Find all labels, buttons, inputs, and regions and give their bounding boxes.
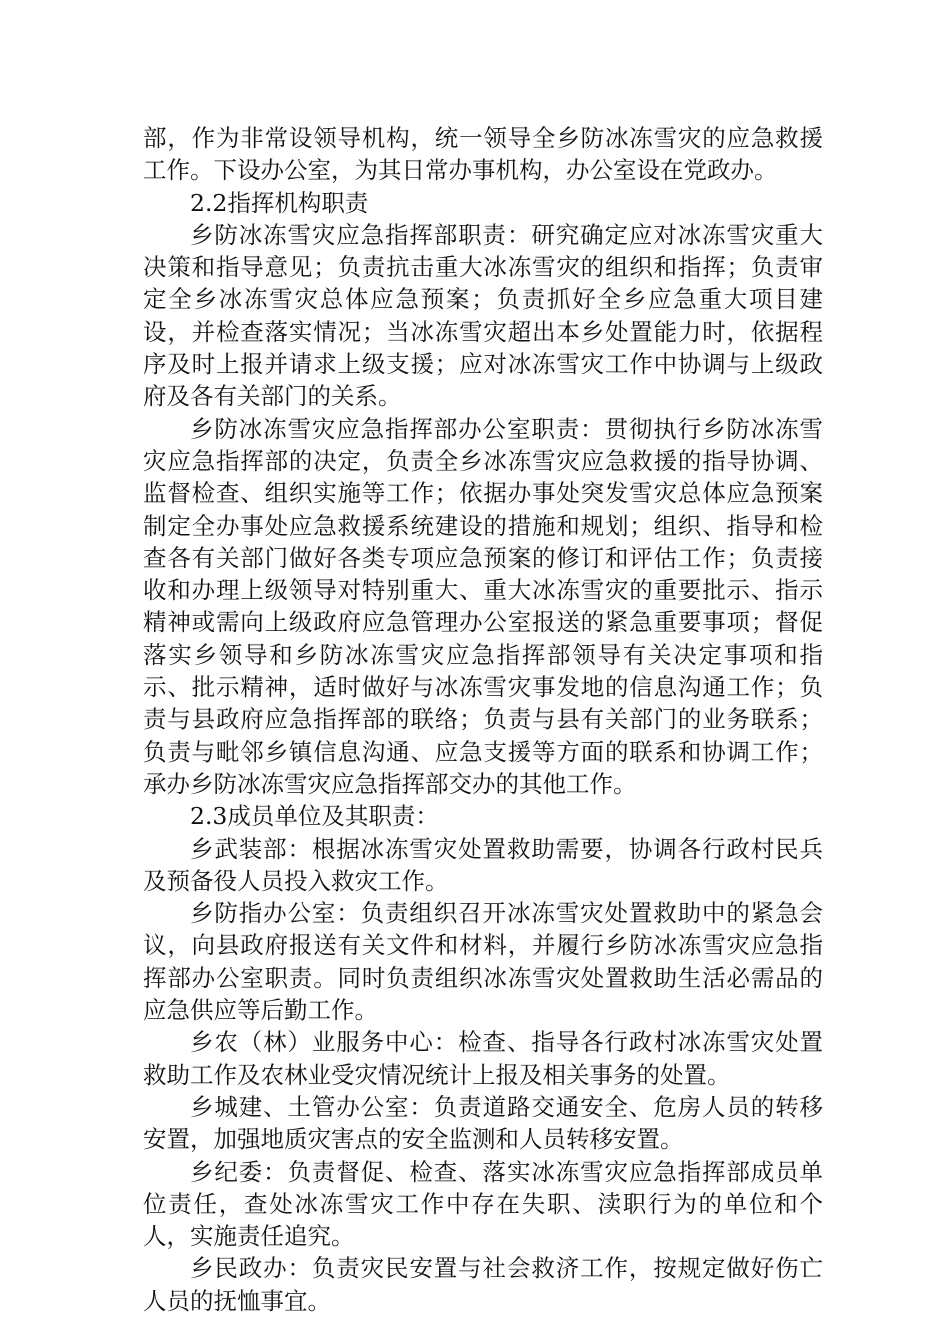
document-body (143, 122, 823, 1317)
paragraph-agriculture-center: 乡农（林）业服务中心：检查、指导各行政村冰冻雪灾处置救助工作及农林业受灾情况统计上报及相关事务的处置。 (143, 1028, 823, 1089)
paragraph-continuation: 部，作为非常设领导机构，统一领导全乡防冰冻雪灾的应急救援工作。下设办公室，为其日常办事机构，办公室设在党政办。 (143, 124, 823, 185)
paragraph-flood-office: 乡防指办公室：负责组织召开冰冻雪灾处置救助中的紧急会议，向县政府报送有关文件和材料，并履行乡防冰冻雪灾应急指挥部办公室职责。同时负责组织冰冻雪灾处置救助生活必需品的应急供应等后勤工作。 (143, 899, 823, 1025)
paragraph-construction-office: 乡城建、土管办公室：负责道路交通安全、危房人员的转移安置，加强地质灾害点的安全监测和人员转移安置。 (143, 1092, 823, 1154)
paragraph-discipline-committee: 乡纪委：负责督促、检查、落实冰冻雪灾应急指挥部成员单位责任，查处冰冻雪灾工作中存在失职、渎职行为的单位和个人，实施责任追究。 (143, 1157, 823, 1251)
section-heading-2-2: 2.2指挥机构职责 (190, 188, 369, 217)
paragraph-armed-forces: 乡武装部：根据冰冻雪灾处置救助需要，协调各行政村民兵及预备役人员投入救灾工作。 (143, 834, 823, 895)
paragraph-civil-affairs: 乡民政办：负责灾民安置与社会救济工作，按规定做好伤亡人员的抚恤事宜。 (143, 1254, 823, 1315)
paragraph-office-duties: 乡防冰冻雪灾应急指挥部办公室职责：贯彻执行乡防冰冻雪灾应急指挥部的决定，负责全乡冰冻雪灾应急救援的指导协调、监督检查、组织实施等工作；依据办事处突发雪灾总体应急预案制定全办事处应急救援系统建设的措施和规划；组织、指导和检查各有关部门做好各类专项应急预案的修订和评估工作；负责接收和办理上级领导对特别重大、重大冰冻雪灾的重要批示、指示精神或需向上级政府应急管理办公室报送的紧急重要事项；督促落实乡领导和乡防冰冻雪灾应急指挥部领导有关决定事项和指示、批示精神，适时做好与冰冻雪灾事发地的信息沟通工作；负责与县政府应急指挥部的联络；负责与县有关部门的业务联系；负责与毗邻乡镇信息沟通、应急支援等方面的联系和协调工作；承办乡防冰冻雪灾应急指挥部交办的其他工作。 (143, 414, 823, 798)
section-heading-2-3: 2.3成员单位及其职责： (190, 802, 439, 831)
paragraph-command-duties: 乡防冰冻雪灾应急指挥部职责：研究确定应对冰冻雪灾重大决策和指导意见；负责抗击重大冰冻雪灾的组织和指挥；负责审定全乡冰冻雪灾总体应急预案；负责抓好全乡应急重大项目建设，并检查落实情况；当冰冻雪灾超出本乡处置能力时，依据程序及时上报并请求上级支援；应对冰冻雪灾工作中协调与上级政府及各有关部门的关系。 (143, 220, 823, 411)
